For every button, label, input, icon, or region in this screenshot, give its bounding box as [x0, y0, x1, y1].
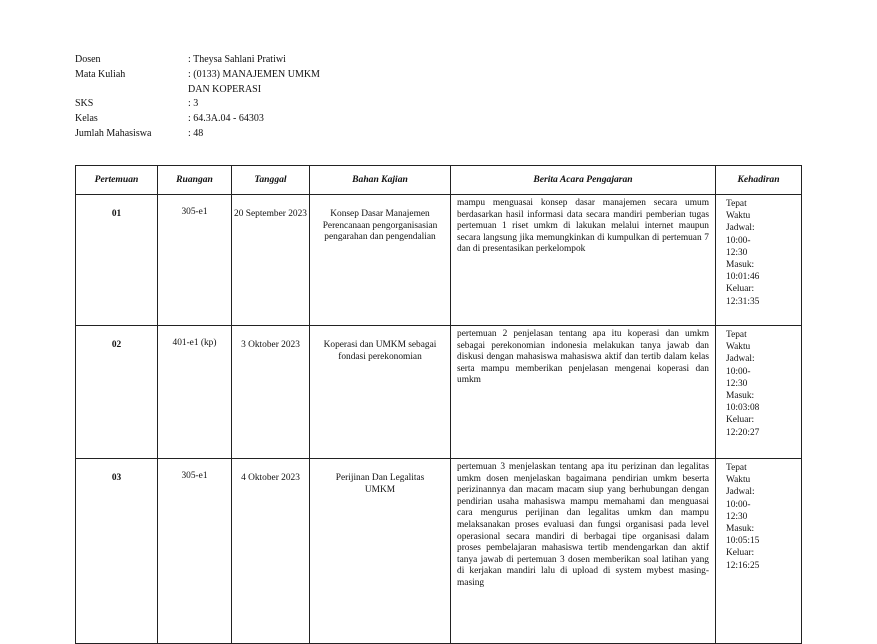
attendance-line: 10:00- [726, 499, 751, 510]
attendance-line: Waktu [726, 475, 751, 486]
info-row-kelas [75, 112, 320, 127]
attendance-line: Tepat [726, 463, 747, 473]
cell-tanggal: 20 September 2023 [232, 195, 310, 326]
info-label: Kelas [75, 113, 98, 125]
info-label: Mata Kuliah [75, 68, 126, 80]
info-row-jumlah-mahasiswa [75, 127, 320, 142]
attendance-line: 12:20:27 [726, 427, 760, 438]
info-label: Jumlah Mahasiswa [75, 127, 152, 139]
attendance-line: 10:00- [726, 366, 751, 377]
attendance-line: Keluar: [726, 415, 755, 426]
info-value: : 3 [188, 98, 199, 110]
cell-pertemuan: 01 [76, 195, 158, 326]
attendance-line: 10:03:08 [726, 403, 760, 414]
table-row [76, 195, 802, 326]
header-berita-acara: Berita Acara Pengajaran [451, 166, 716, 195]
attendance-line: Waktu [726, 342, 751, 353]
attendance-line: Jadwal: [726, 223, 755, 234]
cell-ruangan: 305-e1 [158, 459, 232, 644]
table-row [76, 326, 802, 459]
header-ruangan: Ruangan [158, 166, 232, 195]
table-row [76, 459, 802, 644]
attendance-line: Waktu [726, 211, 751, 222]
header-kehadiran: Kehadiran [716, 166, 802, 195]
attendance-line: Jadwal: [726, 487, 755, 498]
info-row-sks [75, 97, 320, 112]
attendance-line: 12:30 [726, 247, 748, 258]
cell-ruangan: 305-e1 [158, 195, 232, 326]
attendance-line: 12:30 [726, 378, 748, 389]
info-value: : 48 [188, 127, 204, 139]
info-label: Dosen [75, 54, 101, 65]
cell-berita-acara: pertemuan 2 penjelasan tentang apa itu koperasi dan umkm sebagai perekonomian indonesia melakukan tanya jawab dan diskusi dengan mahasiswa mahasiswa aktif dan tertib dalam kelas serta mampu memberikan penjelasan mengenai koperasi dan umkm [451, 326, 716, 459]
cell-tanggal: 4 Oktober 2023 [232, 459, 310, 644]
attendance-line: 10:00- [726, 235, 751, 246]
attendance-line: 10:05:15 [726, 536, 760, 547]
cell-ruangan: 401-e1 (kp) [158, 326, 232, 459]
attendance-line: Tepat [726, 330, 747, 340]
cell-berita-acara: mampu menguasai konsep dasar manajemen secara umum berdasarkan hasil informasi data secara mandiri pemberian tugas pertemuan 1 riset umkm di lakukan melalui internet maupun secara langsung jika memungkinkan di kumpulkan di pertemuan 7 dan di presentasikan perkelompok [451, 195, 716, 326]
table-header-row [76, 166, 802, 195]
info-value: : Theysa Sahlani Pratiwi [188, 54, 286, 65]
attendance-line: 12:16:25 [726, 560, 760, 571]
cell-bahan-kajian: Konsep Dasar Manajemen Perencanaan pengorganisasian pengarahan dan pengendalian [310, 195, 451, 326]
cell-bahan-kajian: Koperasi dan UMKM sebagai fondasi perekonomian [310, 326, 451, 459]
attendance-line: Tepat [726, 199, 747, 209]
header-bahan-kajian: Bahan Kajian [310, 166, 451, 195]
attendance-line: Keluar: [726, 548, 755, 559]
cell-tanggal: 3 Oktober 2023 [232, 326, 310, 459]
cell-kehadiran [716, 326, 802, 459]
info-row-dosen [75, 53, 320, 68]
attendance-line: Masuk: [726, 391, 755, 402]
cell-berita-acara: pertemuan 3 menjelaskan tentang apa itu perizinan dan legalitas umkm dosen menjelaskan bagaimana pendirian umkm beserta perizinannya dan macam macam siup yang berhubungan dengan pendirian usaha mahasiswa mampu memahami dan menguasai cara mengurus perijinan dan legalitas umkm dan mampu melaksanakan proses evaluasi dan fungsi organisasi pada level operasional secara mandiri di berbagai tipe organisasi dalam proses pembelajaran mahasiswa tertib mendengarkan dan aktif tanya jawab di pertemuan 3 dosen memberikan soal latihan yang di kerjakan mandiri lalu di upload di system mybest masing-masing [451, 459, 716, 644]
info-value: : 64.3A.04 - 64303 [188, 113, 264, 125]
info-value: : (0133) MANAJEMEN UMKM DAN KOPERASI [188, 68, 320, 95]
course-info [75, 53, 320, 142]
attendance-line: 12:30 [726, 511, 748, 522]
cell-bahan-kajian: Perijinan Dan Legalitas UMKM [310, 459, 451, 644]
attendance-line: Jadwal: [726, 354, 755, 365]
info-row-mata-kuliah [75, 68, 320, 98]
info-label: SKS [75, 98, 94, 110]
attendance-line: 10:01:46 [726, 272, 760, 283]
attendance-line: Masuk: [726, 524, 755, 535]
teaching-record-table [75, 165, 802, 644]
attendance-line: 12:31:35 [726, 296, 760, 307]
header-tanggal: Tanggal [232, 166, 310, 195]
attendance-line: Masuk: [726, 260, 755, 271]
header-pertemuan: Pertemuan [76, 166, 158, 195]
attendance-line: Keluar: [726, 284, 755, 295]
cell-pertemuan: 03 [76, 459, 158, 644]
cell-kehadiran [716, 195, 802, 326]
cell-pertemuan: 02 [76, 326, 158, 459]
cell-kehadiran [716, 459, 802, 644]
